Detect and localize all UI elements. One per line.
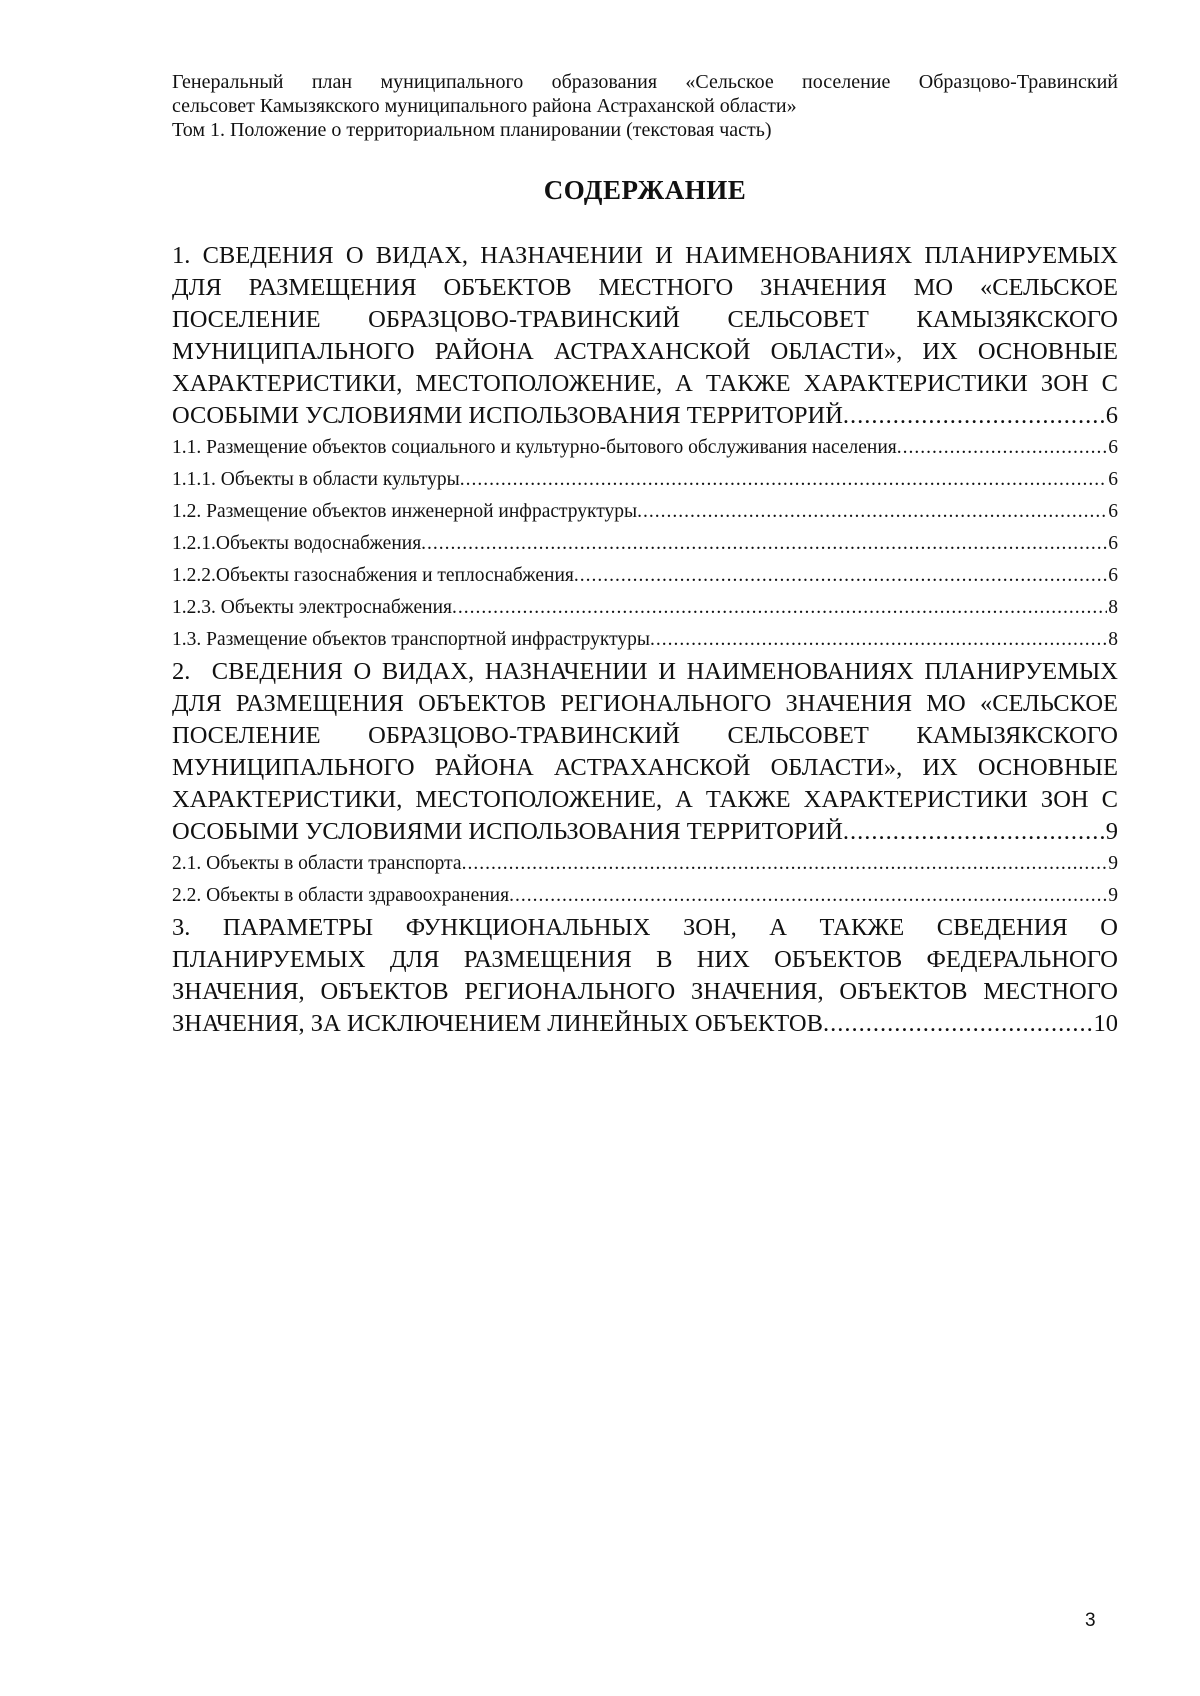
- toc-page-number: 10: [1093, 1010, 1118, 1037]
- toc-entry-2-1[interactable]: [172, 848, 1118, 880]
- table-of-contents: [172, 240, 1118, 1040]
- toc-text: 2.2. Объекты в области здравоохранения: [172, 885, 510, 906]
- toc-line: ДЛЯ РАЗМЕЩЕНИЯ ОБЪЕКТОВ МЕСТНОГО ЗНАЧЕНИЯ МО «СЕЛЬСКОЕ: [172, 274, 1118, 301]
- header-line-2: сельсовет Камызякского муниципального района Астраханской области»: [172, 95, 797, 117]
- toc-page-number: 6: [1108, 565, 1118, 586]
- toc-line: ХАРАКТЕРИСТИКИ, МЕСТОПОЛОЖЕНИЕ, А ТАКЖЕ ХАРАКТЕРИСТИКИ ЗОН С: [172, 370, 1118, 397]
- dot-leader: [637, 496, 1107, 528]
- toc-entry-1-2-1[interactable]: [172, 528, 1118, 560]
- toc-line: ПОСЕЛЕНИЕ ОБРАЗЦОВО-ТРАВИНСКИЙ СЕЛЬСОВЕТ КАМЫЗЯКСКОГО: [172, 306, 1118, 333]
- toc-text: 2.1. Объекты в области транспорта: [172, 853, 462, 874]
- toc-line: 1. СВЕДЕНИЯ О ВИДАХ, НАЗНАЧЕНИИ И НАИМЕНОВАНИЯХ ПЛАНИРУЕМЫХ: [172, 242, 1118, 269]
- toc-text: 1.3. Размещение объектов транспортной инфраструктуры: [172, 629, 650, 650]
- dot-leader: [843, 400, 1105, 432]
- toc-page-number: 8: [1108, 597, 1118, 618]
- toc-text: ОСОБЫМИ УСЛОВИЯМИ ИСПОЛЬЗОВАНИЯ ТЕРРИТОРИЙ: [172, 818, 843, 845]
- toc-page-number: 6: [1108, 437, 1118, 458]
- toc-line-last: [172, 1008, 1118, 1040]
- toc-text: 1.2.1.Объекты водоснабжения: [172, 533, 422, 554]
- toc-entry-1-1[interactable]: [172, 432, 1118, 464]
- toc-text: ОСОБЫМИ УСЛОВИЯМИ ИСПОЛЬЗОВАНИЯ ТЕРРИТОРИЙ: [172, 402, 843, 429]
- toc-page-number: 9: [1108, 853, 1118, 874]
- toc-entry-1-3[interactable]: [172, 624, 1118, 656]
- dot-leader: [509, 880, 1107, 912]
- toc-entry-1-2-2[interactable]: [172, 560, 1118, 592]
- toc-text: 1.1.1. Объекты в области культуры: [172, 469, 460, 490]
- toc-line: ПОСЕЛЕНИЕ ОБРАЗЦОВО-ТРАВИНСКИЙ СЕЛЬСОВЕТ КАМЫЗЯКСКОГО: [172, 722, 1118, 749]
- toc-entry-1-2[interactable]: [172, 496, 1118, 528]
- dot-leader: [823, 1008, 1093, 1040]
- toc-page-number: 9: [1108, 885, 1118, 906]
- toc-entry-2-2[interactable]: [172, 880, 1118, 912]
- running-header: [172, 70, 1118, 142]
- toc-page-number: 9: [1105, 818, 1118, 845]
- toc-line: 2. СВЕДЕНИЯ О ВИДАХ, НАЗНАЧЕНИИ И НАИМЕНОВАНИЯХ ПЛАНИРУЕМЫХ: [172, 658, 1118, 685]
- toc-section-3[interactable]: [172, 912, 1118, 1040]
- toc-text: 1.2. Размещение объектов инженерной инфраструктуры: [172, 501, 638, 522]
- toc-text: 1.1. Размещение объектов социального и культурно-бытового обслуживания населения: [172, 437, 897, 458]
- toc-line: МУНИЦИПАЛЬНОГО РАЙОНА АСТРАХАНСКОЙ ОБЛАСТИ», ИХ ОСНОВНЫЕ: [172, 754, 1118, 781]
- toc-line-last: [172, 400, 1118, 432]
- toc-line-last: [172, 816, 1118, 848]
- toc-line: 3. ПАРАМЕТРЫ ФУНКЦИОНАЛЬНЫХ ЗОН, А ТАКЖЕ СВЕДЕНИЯ О: [172, 914, 1118, 941]
- toc-page-number: 6: [1105, 402, 1118, 429]
- toc-section-2[interactable]: [172, 656, 1118, 848]
- toc-page-number: 8: [1108, 629, 1118, 650]
- toc-section-1[interactable]: [172, 240, 1118, 432]
- dot-leader: [452, 592, 1107, 624]
- toc-text: 1.2.3. Объекты электроснабжения: [172, 597, 452, 618]
- page-number: 3: [1085, 1610, 1096, 1631]
- dot-leader: [650, 624, 1107, 656]
- toc-line: ДЛЯ РАЗМЕЩЕНИЯ ОБЪЕКТОВ РЕГИОНАЛЬНОГО ЗНАЧЕНИЯ МО «СЕЛЬСКОЕ: [172, 690, 1118, 717]
- toc-line: ХАРАКТЕРИСТИКИ, МЕСТОПОЛОЖЕНИЕ, А ТАКЖЕ ХАРАКТЕРИСТИКИ ЗОН С: [172, 786, 1118, 813]
- page-title: СОДЕРЖАНИЕ: [543, 175, 747, 205]
- dot-leader: [897, 432, 1107, 464]
- header-line-1: Генеральный план муниципального образования «Сельское поселение Образцово-Травинский: [172, 71, 1118, 93]
- toc-text: 1.2.2.Объекты газоснабжения и теплоснабжения: [172, 565, 574, 586]
- dot-leader: [421, 528, 1107, 560]
- toc-text: ЗНАЧЕНИЯ, ЗА ИСКЛЮЧЕНИЕМ ЛИНЕЙНЫХ ОБЪЕКТОВ: [172, 1010, 823, 1037]
- dot-leader: [462, 848, 1108, 880]
- dot-leader: [574, 560, 1107, 592]
- toc-page-number: 6: [1108, 501, 1118, 522]
- toc-line: МУНИЦИПАЛЬНОГО РАЙОНА АСТРАХАНСКОЙ ОБЛАСТИ», ИХ ОСНОВНЫЕ: [172, 338, 1118, 365]
- toc-entry-1-2-3[interactable]: [172, 592, 1118, 624]
- toc-subsections-2: [172, 848, 1118, 912]
- toc-entry-1-1-1[interactable]: [172, 464, 1118, 496]
- toc-page-number: 6: [1108, 533, 1118, 554]
- toc-subsections-1: [172, 432, 1118, 656]
- dot-leader: [843, 816, 1105, 848]
- dot-leader: [460, 464, 1108, 496]
- toc-page-number: 6: [1108, 469, 1118, 490]
- toc-line: ПЛАНИРУЕМЫХ ДЛЯ РАЗМЕЩЕНИЯ В НИХ ОБЪЕКТОВ ФЕДЕРАЛЬНОГО: [172, 946, 1118, 973]
- toc-line: ЗНАЧЕНИЯ, ОБЪЕКТОВ РЕГИОНАЛЬНОГО ЗНАЧЕНИЯ, ОБЪЕКТОВ МЕСТНОГО: [172, 978, 1118, 1005]
- header-line-3: Том 1. Положение о территориальном планировании (текстовая часть): [172, 119, 772, 141]
